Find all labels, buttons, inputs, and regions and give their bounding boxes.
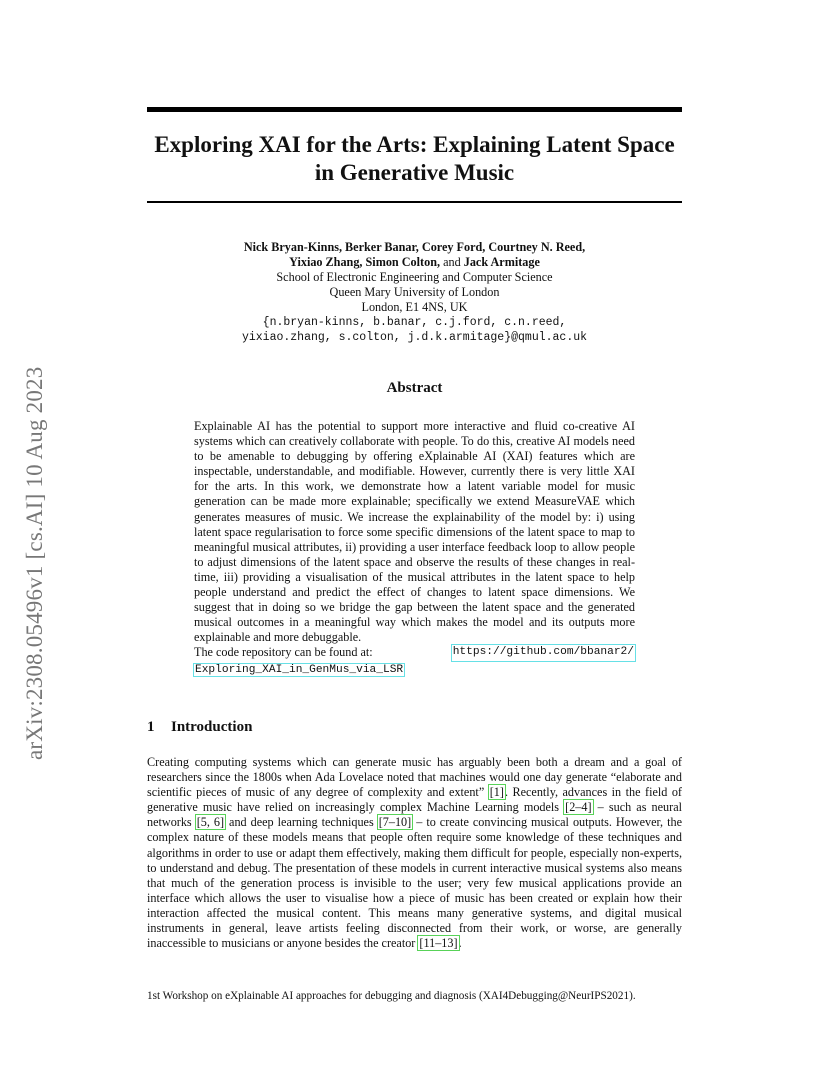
intro-text-1: Creating computing systems which can generate music has arguably been both a dream and a goal of researchers since the 1800s when Ada Lovelace noted that machines would one day generate “elaborate and scientific pieces of music of any degree of complexity and extent” xyxy=(147,755,682,800)
intro-text-6: . xyxy=(458,936,462,951)
introduction-heading xyxy=(147,719,252,736)
abstract-body xyxy=(194,419,635,678)
intro-text-4: and deep learning techniques xyxy=(225,815,378,830)
author-names-2: Yixiao Zhang, Simon Colton, xyxy=(289,255,441,269)
citation-link[interactable]: [5, 6] xyxy=(196,815,225,830)
author-block xyxy=(147,240,682,345)
affiliation: School of Electronic Engineering and Computer Science xyxy=(276,270,553,284)
address: London, E1 4NS, UK xyxy=(361,300,468,314)
code-repository-line xyxy=(194,645,635,660)
title-top-rule xyxy=(147,107,682,112)
code-url-link-part-2[interactable]: Exploring_XAI_in_GenMus_via_LSR xyxy=(195,663,404,676)
author-names-1: Nick Bryan-Kinns, Berker Banar, Corey Ford, Courtney N. Reed, xyxy=(243,240,586,254)
intro-text-3: – such as neural networks xyxy=(147,800,682,830)
title-line-2: in Generative Music xyxy=(314,160,515,185)
abstract-heading: Abstract xyxy=(386,380,443,396)
introduction-paragraph xyxy=(147,755,682,951)
intro-text-5: – to create convincing musical outputs. However, the complex nature of these models means that people often require some knowledge of these techniques and algorithms in order to use or adapt them effectively, making them difficult for people, especially non-experts, to understand and debug. The presentation of these models in current interactive musical systems also means that much of the generation process is invisible to the user; very few musical applications provide an interface which allows the user to visualise how a piece of music has been created or explain how their interaction affected the musical content. This means many generative systems, and digital musical instruments in general, leave artists feeling disconnected from their work, or worse, are generally inaccessible to musicians or anyone besides the creator xyxy=(147,815,682,951)
citation-link[interactable]: [1] xyxy=(489,785,504,800)
author-last: Jack Armitage xyxy=(463,255,540,269)
citation-link[interactable]: [2–4] xyxy=(565,800,592,815)
abstract-text: Explainable AI has the potential to support more interactive and fluid co-creative AI systems which can creatively collaborate with people. To do this, creative AI models need to be amenable to debugging by offering eXplainable AI (XAI) features which are inspectable, understandable, and modifiable. However, currently there is very little XAI for the arts. In this work, we demonstrate how a latent variable model for music generation can be made more explainable; specifically we extend MeasureVAE which generates measures of music. We increase the explainability of the model by: i) using latent space regularisation to force some specific dimensions of the latent space to map to meaningful musical attributes, ii) providing a user interface feedback loop to allow people to adjust dimensions of the latent space and observe the results of these changes in real-time, iii) providing a visualisation of the musical attributes in the latent space to help people understand and predict the effect of changes to latent space dimensions. We suggest that in doing so we bridge the gap between the latent space and the generated musical outcomes in a meaningful way which makes the model and its outputs more explainable and more debuggable. xyxy=(194,419,635,645)
code-label: The code repository can be found at: xyxy=(194,645,373,660)
section-number: 1 xyxy=(147,719,155,735)
section-title: Introduction xyxy=(171,719,253,735)
code-url-link-part-1[interactable]: https://github.com/bbanar2/ xyxy=(452,645,635,660)
workshop-footnote: 1st Workshop on eXplainable AI approaches for debugging and diagnosis (XAI4Debugging@NeurIPS2021). xyxy=(147,990,636,1002)
citation-link[interactable]: [7–10] xyxy=(378,815,412,830)
paper-title xyxy=(147,131,682,187)
author-and: and xyxy=(440,255,464,269)
intro-text-2: . Recently, advances in the field of generative music have relied on increasingly complex Machine Learning models xyxy=(147,785,682,815)
introduction-body xyxy=(147,755,682,951)
arxiv-identifier: arXiv:2308.05496v1 [cs.AI] 10 Aug 2023 xyxy=(22,366,47,760)
title-line-1: Exploring XAI for the Arts: Explaining Latent Space xyxy=(154,132,675,157)
citation-link[interactable]: [11–13] xyxy=(419,936,458,951)
author-emails-2: yixiao.zhang, s.colton, j.d.k.armitage}@qmul.ac.uk xyxy=(241,331,588,344)
author-emails-1: {n.bryan-kinns, b.banar, c.j.ford, c.n.reed, xyxy=(262,316,567,329)
title-bottom-rule xyxy=(147,201,682,203)
university: Queen Mary University of London xyxy=(329,285,500,299)
